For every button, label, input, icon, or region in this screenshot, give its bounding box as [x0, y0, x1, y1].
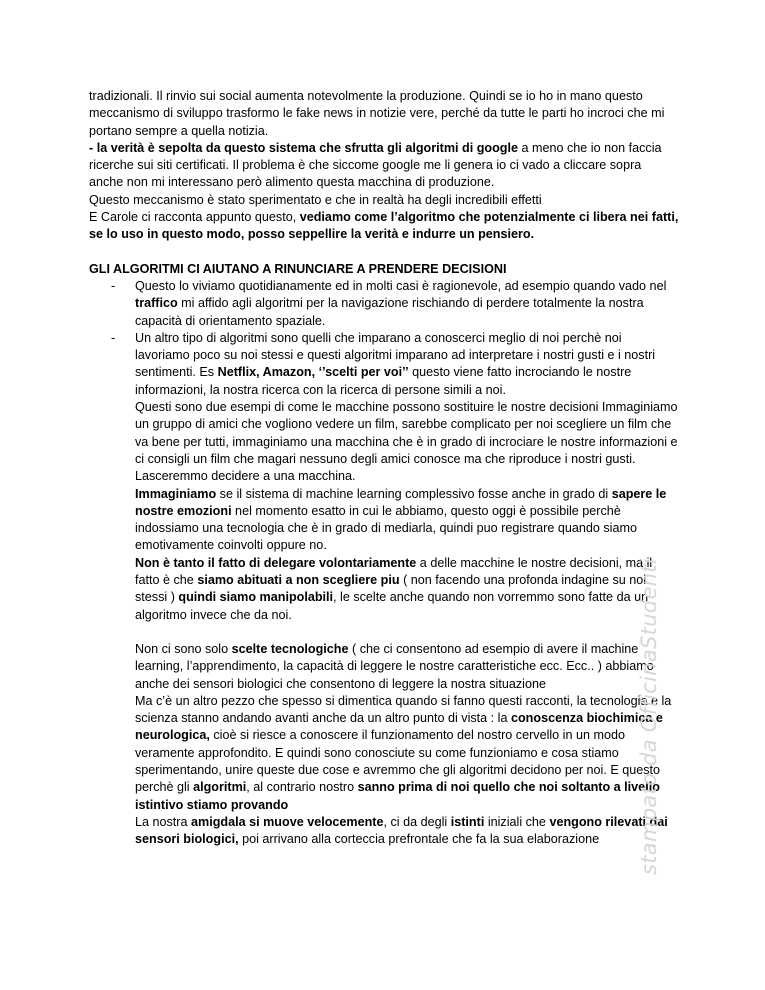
paragraph-delegare: Non è tanto il fatto di delegare volontariamente a delle macchine le nostre decisioni, ma il fatto è che siamo abituati a non scegliere piu ( non facendo una profonda indagine su noi stessi ) quindi siamo manipolabili, le scelte anche quando non vorremmo sono fatte da un algoritmo invece che da noi.: [135, 555, 653, 622]
bold-phrase: - la verità è sepolta da questo sistema che sfrutta gli algoritmi di google: [89, 140, 518, 155]
paragraph-intro: tradizionali. Il rinvio sui social aumenta notevolmente la produzione. Quindi se io ho in mano questo meccanismo di sviluppo trasformo le fake news in notizie vere, perché da tutte le parti ho incroci che mi portano sempre a quella notizia.: [89, 89, 665, 138]
document-body: [89, 88, 679, 848]
bullet-dash: -: [111, 330, 116, 345]
paragraph-meccanismo: Questo meccanismo è stato sperimentato e che in realtà ha degli incredibili effetti: [89, 192, 542, 207]
paragraph-tecnologiche: Non ci sono solo scelte tecnologiche ( che ci consentono ad esempio di avere il machine learning, l’apprendimento, la capacità di leggere le nostre caratteristiche ecc. Ecc.. ) abbiamo anche dei sensori biologici che consentono di leggere la nostra situazione: [135, 641, 654, 691]
spacer: [89, 624, 679, 641]
watermark: stampato da OfficinaStudenti: [637, 558, 661, 875]
section-heading: GLI ALGORITMI CI AIUTANO A RINUNCIARE A PRENDERE DECISIONI: [89, 261, 507, 276]
paragraph-carole: E Carole ci racconta appunto questo, vediamo come l’algoritmo che potenzialmente ci libera nei fatti, se lo uso in questo modo, posso seppellire la verità e indurre un pensiero.: [89, 210, 679, 242]
paragraph-verita: - la verità è sepolta da questo sistema che sfrutta gli algoritmi di google a meno che io non faccia ricerche sui siti certificati. Il problema è che siccome google me li genera io ci vado a cliccare sopra anche non mi interessano però alimento questa macchina di produzione.: [89, 140, 662, 190]
bold-phrase: vediamo come l’algoritmo che potenzialmente ci libera nei fatti, se lo uso in questo modo, posso seppellire la verità e indurre un pensiero.: [89, 210, 679, 242]
bullet-item-traffico: - Questo lo viviamo quotidianamente ed in molti casi è ragionevole, ad esempio quando vado nel traffico mi affido agli algoritmi per la navigazione rischiando di perdere totalmente la nostra capacità di orientamento spaziale.: [111, 278, 667, 328]
paragraph-immaginiamo: Immaginiamo se il sistema di machine learning complessivo fosse anche in grado di sapere le nostre emozioni nel momento esatto in cui le abbiamo, questo oggi è possibile perchè indossiamo una tecnologia che è in grado di mediarla, quindi puo registrare quando siamo emotivamente coinvolti oppure no.: [135, 486, 667, 553]
paragraph-esempi: Questi sono due esempi di come le macchine possono sostituire le nostre decisioni Immaginiamo un gruppo di amici che vogliono vedere un film, sarebbe complicato per noi scegliere un film che va bene per tutti, immaginiamo una macchina che è in grado di incrociare le nostre informazioni e ci consigli un film che magari nessuno degli amici conosce ma che riproduce i nostri gusti. Lasceremmo decidere a una macchina.: [135, 400, 678, 484]
paragraph-pezzo: Ma c’è un altro pezzo che spesso si dimentica quando si fanno questi racconti, la tecnologia e la scienza stanno andando avanti anche da un altro punto di vista : la conoscenza biochimica e neurologica, cioè si riesce a conoscere il funzionamento del nostro cervello in un modo veramente approfondito. E quindi sono conosciute su come funzioniamo e cosa stiamo sperimentando, unire queste due cose e avremmo che gli algoritmi decidono per noi. E questo perchè gli algoritmi, al contrario nostro sanno prima di noi quello che noi soltanto a livello istintivo stiamo provando: [135, 693, 672, 812]
bullet-dash: -: [111, 278, 116, 293]
bullet-item-netflix: - Un altro tipo di algoritmi sono quelli che imparano a conoscerci meglio di noi perchè noi lavoriamo poco su noi stessi e questi algoritmi imparano ad interpretare i nostri gusti e i nostri sentimenti. Es Netflix, Amazon, ‘’scelti per voi’’ questo viene fatto incrociando le nostre informazioni, la nostra ricerca con la ricerca di persone simili a noi.: [111, 330, 656, 397]
paragraph-amigdala: La nostra amigdala si muove velocemente, ci da degli istinti iniziali che vengono rilevati dai sensori biologici, poi arrivano alla corteccia prefrontale che fa la sua elaborazione: [135, 814, 668, 847]
